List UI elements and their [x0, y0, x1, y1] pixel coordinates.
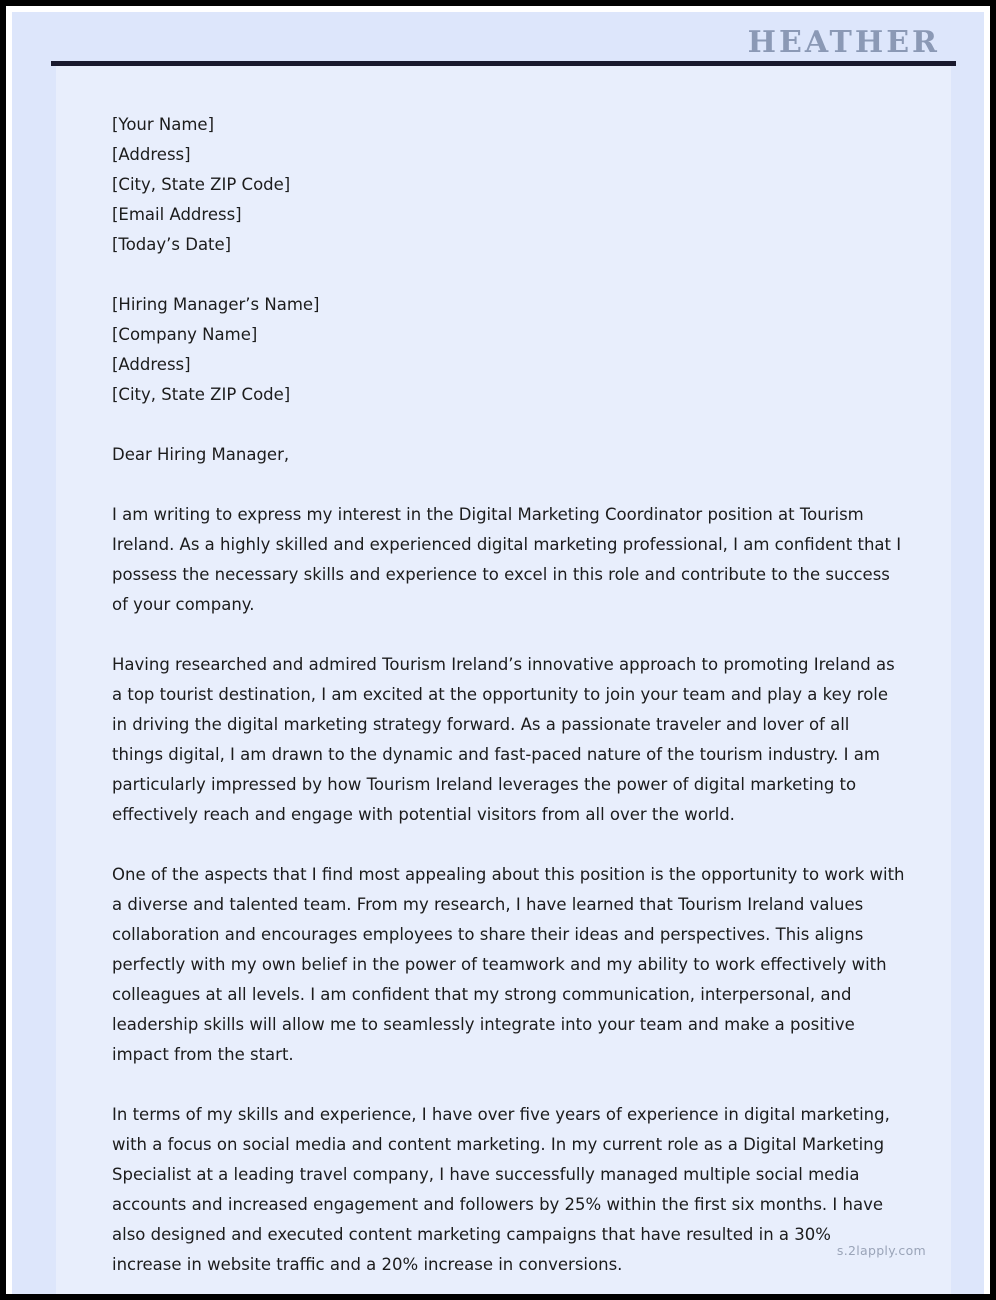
letterhead: [12, 12, 984, 60]
sender-line: [City, State ZIP Code]: [112, 175, 291, 194]
recipient-address-block: [112, 290, 905, 410]
letter-paragraph: I am writing to express my interest in the Digital Marketing Coordinator position at Tourism Ireland. As a highly skilled and experienced digital marketing professional, I am confident that I possess the necessary skills and experience to excel in this role and contribute to the success of your company.: [112, 505, 902, 614]
recipient-line: [City, State ZIP Code]: [112, 385, 291, 404]
letter-sheet: [12, 12, 984, 1294]
recipient-line: [Hiring Manager’s Name]: [112, 295, 320, 314]
watermark: s.2lapply.com: [836, 1243, 926, 1258]
recipient-line: [Company Name]: [112, 325, 258, 344]
letter-paragraph: In terms of my skills and experience, I have over five years of experience in digital marketing, with a focus on social media and content marketing. In my current role as a Digital Marketing Specialist at a leading travel company, I have successfully managed multiple social media accounts and increased engagement and followers by 25% within the first six months. I have also designed and executed content marketing campaigns that have resulted in a 30% increase in website traffic and a 20% increase in conversions.: [112, 1105, 890, 1274]
letterhead-name: HEATHER: [747, 25, 940, 60]
sender-line: [Your Name]: [112, 115, 215, 134]
sender-line: [Address]: [112, 145, 191, 164]
sender-line: [Email Address]: [112, 205, 242, 224]
sender-line: [Today’s Date]: [112, 235, 232, 254]
letter-body-panel: [56, 66, 951, 1294]
sender-address-block: [112, 110, 905, 260]
salutation: Dear Hiring Manager,: [112, 445, 290, 464]
recipient-line: [Address]: [112, 355, 191, 374]
letter-paragraph: Having researched and admired Tourism Ireland’s innovative approach to promoting Ireland as a top tourist destination, I am excited at the opportunity to join your team and play a key role in driving the digital marketing strategy forward. As a passionate traveler and lover of all things digital, I am drawn to the dynamic and fast-paced nature of the tourism industry. I am particularly impressed by how Tourism Ireland leverages the power of digital marketing to effectively reach and engage with potential visitors from all over the world.: [112, 655, 895, 824]
cover-letter: [112, 110, 905, 1280]
letter-paragraph: One of the aspects that I find most appealing about this position is the opportunity to work with a diverse and talented team. From my research, I have learned that Tourism Ireland values collaboration and encourages employees to share their ideas and perspectives. This aligns perfectly with my own belief in the power of teamwork and my ability to work effectively with colleagues at all levels. I am confident that my strong communication, interpersonal, and leadership skills will allow me to seamlessly integrate into your team and make a positive impact from the start.: [112, 865, 905, 1064]
